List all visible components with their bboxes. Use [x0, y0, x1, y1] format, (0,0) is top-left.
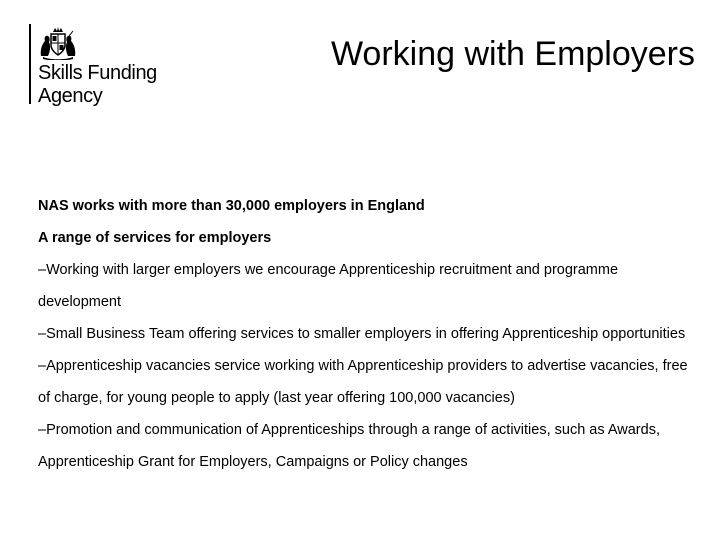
bullet-larger-employers: –Working with larger employers we encourage Apprenticeship recruitment and programme development: [38, 262, 619, 310]
bullet-small-business-team: –Small Business Team offering services to smaller employers in offering Apprenticeship opportunities: [38, 326, 686, 342]
body-heading-employers: NAS works with more than 30,000 employers in England: [38, 198, 425, 214]
body-heading-services: A range of services for employers: [38, 230, 272, 246]
agency-name-line2: Agency: [38, 85, 103, 107]
agency-name: [38, 62, 157, 108]
royal-crest-icon: [38, 26, 78, 60]
bullet-promotion: –Promotion and communication of Apprenticeships through a range of activities, such as Awards, Apprenticeship Grant for Employers, Campaigns or Policy changes: [38, 422, 660, 470]
bullet-vacancies-service: –Apprenticeship vacancies service working with Apprenticeship providers to advertise vacancies, free of charge, for young people to apply (last year offering 100,000 vacancies): [38, 358, 688, 406]
logo-divider-bar: [29, 24, 31, 104]
slide-body: [38, 190, 698, 478]
agency-logo: [29, 24, 189, 106]
slide-title: Working with Employers: [330, 35, 695, 73]
agency-name-line1: Skills Funding: [38, 62, 157, 84]
